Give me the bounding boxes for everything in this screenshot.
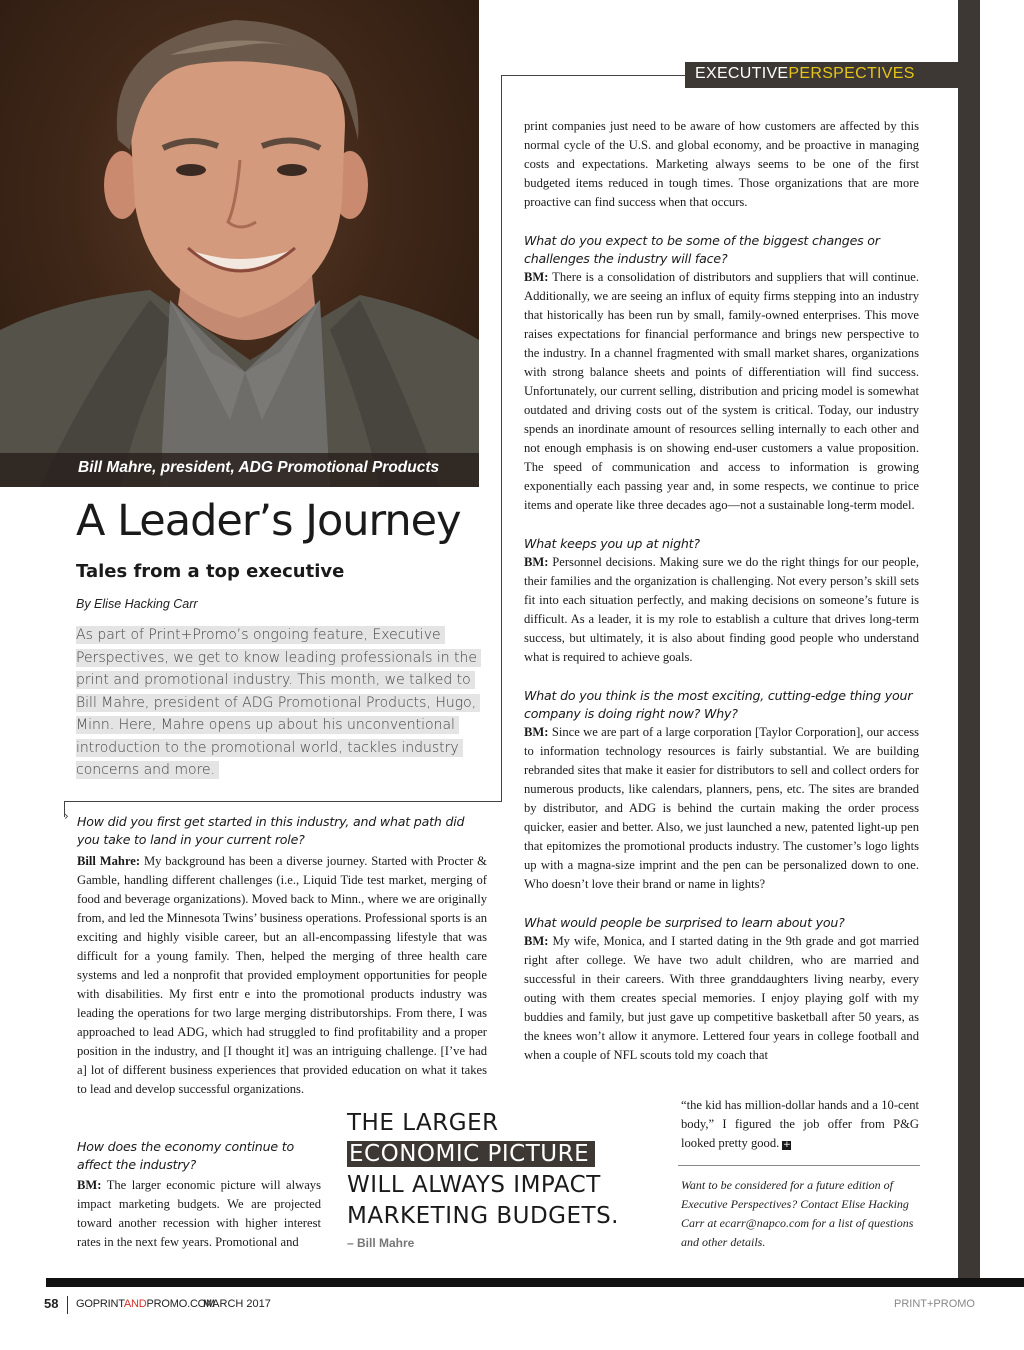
contact-note: Want to be considered for a future edition of Executive Perspectives? Contact Elise Hacking Carr at ecarr@napco.com for a list of questions and other details.: [681, 1178, 914, 1249]
footer-website[interactable]: [76, 1298, 215, 1310]
answer-5-text: Since we are part of a large corporation [Taylor Corporation], our access to information technology resources is fairly substantial. We are building rebranded sites that make it easier for distributors to sell and collect orders for numerous products, like calendars, planners, pens, etc. The sites are branded by distributor, and ADG is behind the curtain making the order process quicker, easier and better. Also, we just launched a new, patented light-up pen that epitomizes the promotional products industry. The customer’s logo lights up with a magna-size imprint and the pen can be personalized down to one. Who doesn’t love their brand or name in lights?: [524, 725, 919, 891]
answer-2-text: The larger economic picture will always impact marketing budgets. We are projected toward another recession with higher interest rates in the next few years. Promotional and: [77, 1178, 321, 1249]
issue-date: MARCH 2017: [203, 1298, 271, 1310]
intro-text: As part of Print+Promo’s ongoing feature, Executive Perspectives, we get to know leading professionals in the print and promotional industry. This month, we talked to Bill Mahre, president of ADG Promotional Products, Hugo, Minn. Here, Mahre opens up about his unconventional introduction to the promotional world, tackles industry concerns and more.: [76, 626, 481, 779]
site-part-1: GOPRINT: [76, 1298, 124, 1310]
site-part-2: AND: [123, 1298, 147, 1310]
question-2: How does the economy continue to affect the industry?: [77, 1139, 294, 1172]
answer-2-speaker: BM:: [77, 1178, 102, 1192]
answer-1-text: My background has been a diverse journey. Started with Procter & Gamble, handling different challenges (i.e., Liquid Tide test market, merging of food and beverage organizations). Moved back to Minn., where we are originally from, and led the Minnesota Twins’ business operations. Professional sports is an exciting and highly visible career, but an all-encompassing lifestyle that was difficult for a young family. Then, helped the merging of three health care systems and led a nonprofit that provided employment opportunities for people with disabilities. My first entr e into the promotional products industry was leading the operations for two large merging distributorships. From there, I was approached to lead ADG, which had struggled to find profitability and a proper position in the industry, and [I thought it] was an intriguing challenge. [I’ve had a] lot of different business experiences that provided education on what it takes to lead and develop successful organizations.: [77, 854, 487, 1096]
pull-quote-line-4: MARKETING BUDGETS.: [347, 1203, 619, 1229]
answer-6-speaker: BM:: [524, 934, 549, 948]
end-mark-icon: +: [783, 1140, 791, 1150]
frame-line-top: [501, 75, 685, 76]
article-intro: [76, 624, 486, 782]
pull-quote: [347, 1108, 667, 1232]
answer-2: [77, 1176, 321, 1252]
answer-3: [524, 268, 919, 515]
answer-5: [524, 723, 919, 894]
article-title: A Leader’s Journey: [76, 496, 461, 546]
answer-1: [77, 852, 487, 1099]
article-byline: By Elise Hacking Carr: [76, 597, 198, 611]
publication-name: PRINT+PROMO: [894, 1298, 975, 1310]
answer-1-speaker: Bill Mahre:: [77, 854, 141, 868]
arrow-icon: ›: [64, 809, 69, 823]
question-1: How did you first get started in this industry, and what path did you take to land in your current role?: [77, 814, 465, 847]
site-part-3: PROMO.COM: [146, 1298, 216, 1310]
note-divider: [678, 1165, 920, 1166]
portrait-illustration: [0, 0, 479, 487]
section-header-tab: [685, 62, 958, 88]
photo-caption: Bill Mahre, president, ADG Promotional Products: [78, 459, 440, 476]
page-number: 58: [44, 1296, 59, 1311]
question-5: What do you think is the most exciting, cutting-edge thing your company is doing right now? Why?: [524, 688, 913, 721]
portrait-photo: [0, 0, 479, 487]
answer-6: [524, 932, 919, 1065]
pull-quote-line-2: ECONOMIC PICTURE: [347, 1141, 595, 1167]
pull-quote-attribution: – Bill Mahre: [347, 1236, 415, 1250]
article-subtitle: Tales from a top executive: [76, 561, 345, 582]
left-column-lower: [77, 1138, 321, 1252]
answer-3-text: There is a consolidation of distributors and suppliers that will continue. Additionally, we are seeing an influx of equity firms stepping into an industry that historically has been run by small, family-owned enterprises. This move raises expectations for financial performance and brings new perspective to the industry. In a channel fragmented with small market shares, organizations with strong balance sheets and points of differentiation will find success. Unfortunately, our current selling, distribution and pricing model is somewhat outdated and driving costs out of the system is critical. Today, our industry spends an inordinate amount of resources selling internally to each other and not enough emphasis is on showing end-user customers a value proposition. The speed of communication and access to information is growing exponentially each passing year and, in some respects, we continue to price items and operate like three decades ago—not a sustainable long-term model.: [524, 270, 919, 512]
answer-4-text: Personnel decisions. Making sure we do the right things for our people, their families and the organization is challenging. Not every person’s skill sets fit into each situation perfectly, and making decisions on someone’s future is difficult. As a leader, it is my role to establish a culture that drives long-term success, but ultimately, it is also about finding good people who understand what is required to achieve goals.: [524, 555, 920, 664]
question-6: What would people be surprised to learn about you?: [524, 915, 845, 930]
frame-line-vertical: [501, 75, 502, 801]
answer-4-speaker: BM:: [524, 555, 549, 569]
answer-6-text: My wife, Monica, and I started dating in the 9th grade and got married right after college. We have two adult children, who are married and successful in their careers. With three granddaughters living nearby, every outing with them creates special memories. I enjoy playing golf with my buddies and family, but just gave up competitive basketball after 50 years, as the knees won’t allow it anymore. Lettered four years in college football and when a couple of NFL scouts told my coach that: [524, 934, 919, 1062]
right-margin-bar: [958, 0, 980, 1278]
answer-3-speaker: BM:: [524, 270, 549, 284]
left-column: [77, 813, 487, 1099]
section-label-part1: EXECUTIVE: [695, 65, 789, 82]
question-4: What keeps you up at night?: [524, 536, 700, 551]
footer-rule: [46, 1278, 1024, 1287]
pull-quote-line-3: WILL ALWAYS IMPACT: [347, 1172, 601, 1198]
continued-text: print companies just need to be aware of how customers are affected by this normal cycle of the U.S. and global economy, and be proactive in managing costs and expectations. Marketing always seems to be one of the first budgeted items reduced in tough times. Those organizations that are more proactive can find success when that occurs.: [524, 119, 919, 209]
right-column: [524, 117, 919, 1065]
answer-6-end-text: “the kid has million-dollar hands and a 10-cent body,” I figured the job offer from P&G looked pretty good.: [681, 1098, 919, 1150]
answer-4: [524, 553, 919, 667]
answer-5-speaker: BM:: [524, 725, 549, 739]
question-3: What do you expect to be some of the biggest changes or challenges the industry will face?: [524, 233, 880, 266]
footer-divider: [67, 1296, 68, 1314]
frame-line-bottom: [64, 801, 502, 802]
right-column-end: [681, 1096, 919, 1153]
pull-quote-line-1: THE LARGER: [347, 1110, 499, 1136]
section-label-part2: PERSPECTIVES: [788, 65, 915, 82]
